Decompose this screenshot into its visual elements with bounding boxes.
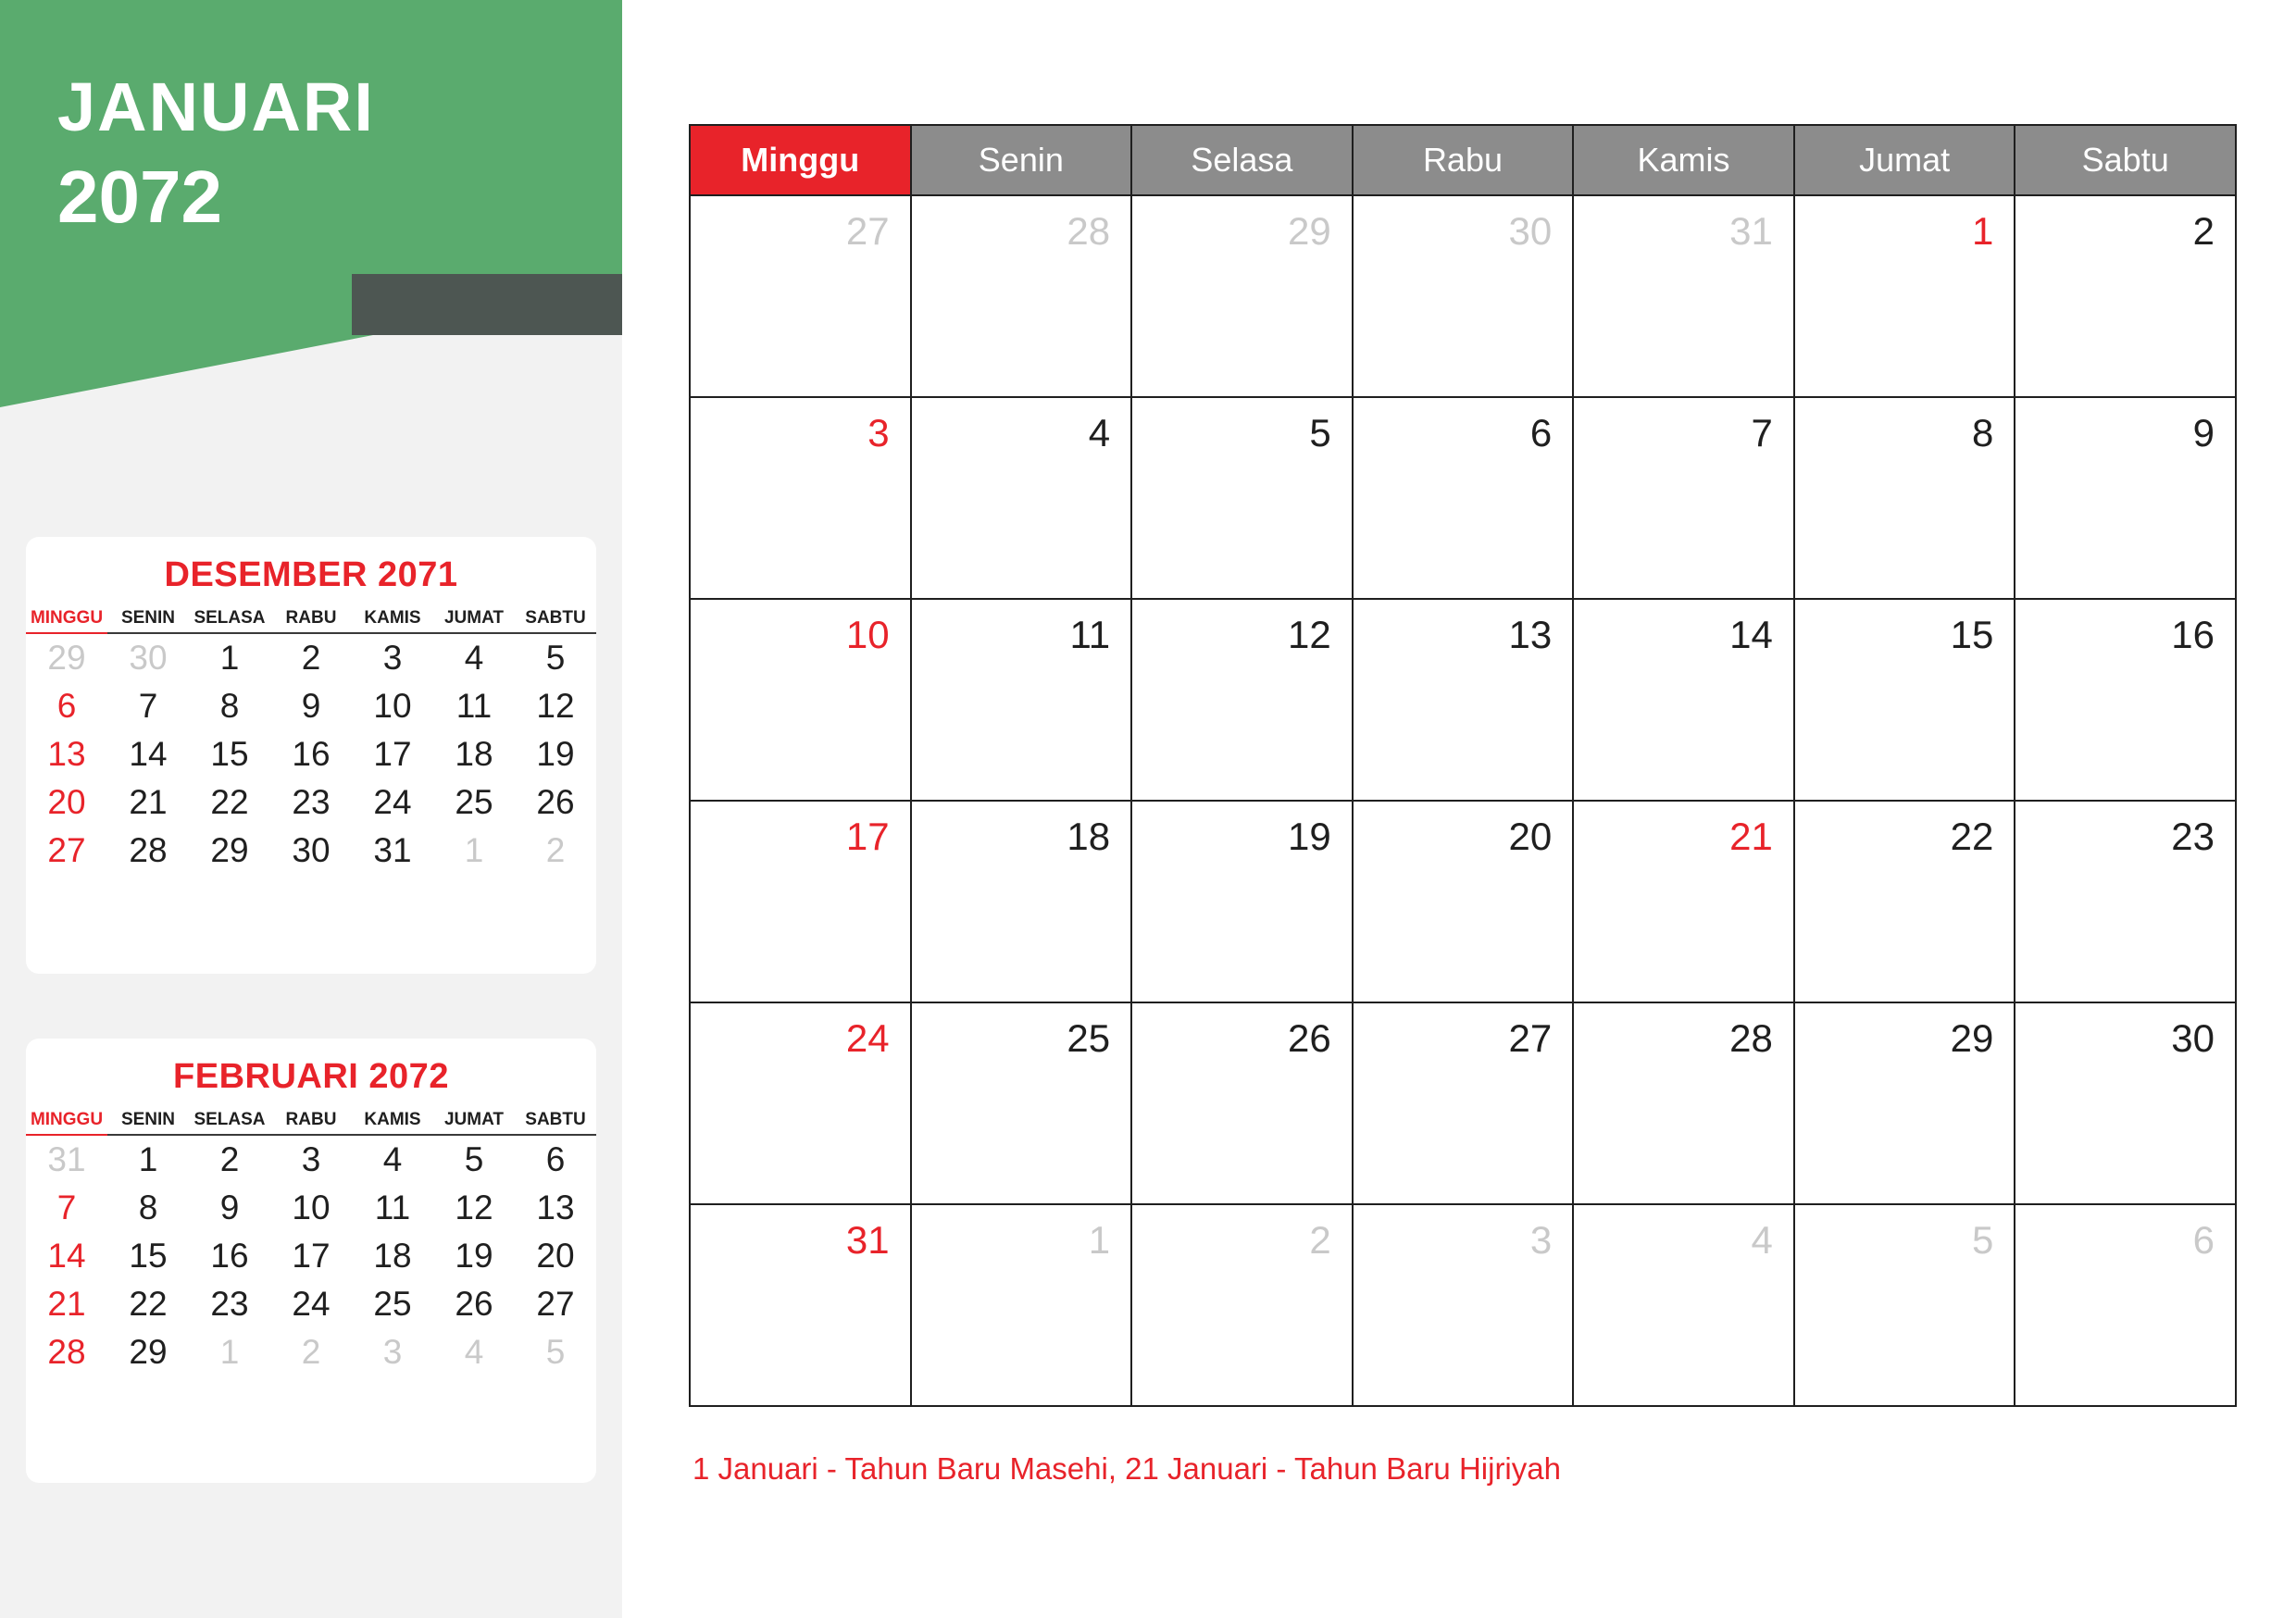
mini-day-cell[interactable]: 3	[382, 1333, 403, 1371]
main-calendar	[689, 124, 2237, 1407]
mini-day-cell[interactable]: 28	[129, 831, 168, 869]
mini-day-cell[interactable]: 31	[47, 1140, 86, 1178]
calendar-week-row	[690, 801, 2236, 1002]
mini-day-cell[interactable]: 16	[292, 735, 331, 773]
mini-day-cell[interactable]: 13	[47, 735, 86, 773]
mini-day-cell[interactable]: 3	[301, 1140, 321, 1178]
mini-day-cell[interactable]: 19	[455, 1237, 493, 1275]
calendar-day-cell[interactable]: 15	[1794, 599, 2015, 801]
weekday-header-row	[690, 125, 2236, 195]
calendar-day-cell[interactable]: 2	[1131, 1204, 1353, 1406]
calendar-day-cell[interactable]: 6	[1353, 397, 1574, 599]
mini-week-row	[26, 1135, 596, 1184]
mini-weekday-header-kamis: KAMIS	[352, 608, 433, 633]
weekday-header-rabu: Rabu	[1353, 125, 1574, 195]
calendar-day-cell[interactable]: 28	[911, 195, 1132, 397]
mini-day-cell[interactable]: 29	[47, 639, 86, 677]
mini-day-cell[interactable]: 9	[301, 687, 321, 725]
weekday-header-selasa: Selasa	[1131, 125, 1353, 195]
calendar-day-cell[interactable]: 18	[911, 801, 1132, 1002]
mini-day-cell[interactable]: 1	[138, 1140, 158, 1178]
calendar-day-cell[interactable]: 7	[1573, 397, 1794, 599]
mini-day-cell[interactable]: 23	[292, 783, 331, 821]
mini-weekday-header-jumat: JUMAT	[433, 608, 515, 633]
mini-week-row	[26, 1184, 596, 1232]
calendar-day-cell[interactable]: 1	[1794, 195, 2015, 397]
calendar-day-cell[interactable]: 22	[1794, 801, 2015, 1002]
calendar-day-cell[interactable]: 20	[1353, 801, 1574, 1002]
mini-day-cell[interactable]: 17	[292, 1237, 331, 1275]
weekday-header-sabtu: Sabtu	[2015, 125, 2236, 195]
calendar-day-cell[interactable]: 26	[1131, 1002, 1353, 1204]
mini-day-cell[interactable]: 27	[536, 1285, 575, 1323]
calendar-day-cell[interactable]: 24	[690, 1002, 911, 1204]
calendar-day-cell[interactable]: 17	[690, 801, 911, 1002]
mini-day-cell[interactable]: 20	[47, 783, 86, 821]
mini-weekday-header-senin: SENIN	[107, 608, 189, 633]
calendar-day-cell[interactable]: 5	[1794, 1204, 2015, 1406]
calendar-day-cell[interactable]: 28	[1573, 1002, 1794, 1204]
mini-body	[26, 1135, 596, 1376]
mini-day-cell[interactable]: 26	[455, 1285, 493, 1323]
mini-day-cell[interactable]: 4	[464, 1333, 484, 1371]
mini-day-cell[interactable]: 12	[536, 687, 575, 725]
mini-weekday-header-kamis: KAMIS	[352, 1110, 433, 1135]
mini-day-cell[interactable]: 2	[219, 1140, 240, 1178]
calendar-day-cell[interactable]: 5	[1131, 397, 1353, 599]
mini-day-cell[interactable]: 10	[292, 1189, 331, 1226]
mini-week-row	[26, 730, 596, 778]
calendar-day-cell[interactable]: 3	[690, 397, 911, 599]
mini-day-cell[interactable]: 26	[536, 783, 575, 821]
mini-day-cell[interactable]: 1	[219, 639, 240, 677]
mini-day-cell[interactable]: 10	[373, 687, 412, 725]
mini-calendar-previous-grid	[26, 608, 596, 875]
calendar-day-cell[interactable]: 1	[911, 1204, 1132, 1406]
mini-day-cell[interactable]: 6	[545, 1140, 566, 1178]
calendar-day-cell[interactable]: 11	[911, 599, 1132, 801]
mini-weekday-header-selasa: SELASA	[189, 1110, 270, 1135]
mini-day-cell[interactable]: 13	[536, 1189, 575, 1226]
calendar-week-row	[690, 195, 2236, 397]
calendar-day-cell[interactable]: 27	[1353, 1002, 1574, 1204]
mini-day-cell[interactable]: 22	[210, 783, 249, 821]
mini-body	[26, 633, 596, 875]
calendar-day-cell[interactable]: 12	[1131, 599, 1353, 801]
mini-day-cell[interactable]: 25	[455, 783, 493, 821]
mini-day-cell[interactable]: 31	[373, 831, 412, 869]
calendar-day-cell[interactable]: 9	[2015, 397, 2236, 599]
mini-day-cell[interactable]: 14	[129, 735, 168, 773]
mini-header-row	[26, 1110, 596, 1135]
page-title-year: 2072	[57, 156, 222, 238]
calendar-day-cell[interactable]: 30	[2015, 1002, 2236, 1204]
mini-day-cell[interactable]: 19	[536, 735, 575, 773]
calendar-day-cell[interactable]: 6	[2015, 1204, 2236, 1406]
mini-day-cell[interactable]: 18	[455, 735, 493, 773]
mini-day-cell[interactable]: 30	[129, 639, 168, 677]
mini-weekday-header-sabtu: SABTU	[515, 608, 596, 633]
mini-day-cell[interactable]: 4	[464, 639, 484, 677]
calendar-day-cell[interactable]: 14	[1573, 599, 1794, 801]
left-panel	[0, 0, 622, 1618]
mini-weekday-header-selasa: SELASA	[189, 608, 270, 633]
mini-day-cell[interactable]: 27	[47, 831, 86, 869]
calendar-day-cell[interactable]: 19	[1131, 801, 1353, 1002]
mini-day-cell[interactable]: 9	[219, 1189, 240, 1226]
weekday-header-kamis: Kamis	[1573, 125, 1794, 195]
mini-day-cell[interactable]: 2	[545, 831, 566, 869]
mini-calendar-previous-title: DESEMBER 2071	[164, 555, 458, 594]
mini-day-cell[interactable]: 2	[301, 639, 321, 677]
mini-day-cell[interactable]: 5	[545, 639, 566, 677]
mini-day-cell[interactable]: 7	[138, 687, 158, 725]
mini-week-row	[26, 827, 596, 875]
mini-day-cell[interactable]: 23	[210, 1285, 249, 1323]
mini-day-cell[interactable]: 5	[545, 1333, 566, 1371]
mini-day-cell[interactable]: 21	[47, 1285, 86, 1323]
mini-calendar-next	[26, 1039, 596, 1483]
main-calendar-grid	[689, 124, 2237, 1407]
mini-weekday-header-rabu: RABU	[270, 608, 352, 633]
calendar-week-row	[690, 599, 2236, 801]
dark-wedge-shape	[352, 274, 622, 335]
calendar-day-cell[interactable]: 23	[2015, 801, 2236, 1002]
mini-day-cell[interactable]: 5	[464, 1140, 484, 1178]
calendar-day-cell[interactable]: 29	[1794, 1002, 2015, 1204]
mini-weekday-header-senin: SENIN	[107, 1110, 189, 1135]
mini-day-cell[interactable]: 17	[373, 735, 412, 773]
calendar-day-cell[interactable]: 10	[690, 599, 911, 801]
mini-day-cell[interactable]: 11	[455, 687, 493, 725]
calendar-day-cell[interactable]: 13	[1353, 599, 1574, 801]
mini-day-cell[interactable]: 28	[47, 1333, 86, 1371]
calendar-day-cell[interactable]: 3	[1353, 1204, 1574, 1406]
calendar-day-cell[interactable]: 29	[1131, 195, 1353, 397]
mini-weekday-header-jumat: JUMAT	[433, 1110, 515, 1135]
weekday-header-senin: Senin	[911, 125, 1132, 195]
mini-day-cell[interactable]: 21	[129, 783, 168, 821]
mini-header-row	[26, 608, 596, 633]
mini-day-cell[interactable]: 4	[382, 1140, 403, 1178]
mini-day-cell[interactable]: 22	[129, 1285, 168, 1323]
calendar-day-cell[interactable]: 4	[1573, 1204, 1794, 1406]
mini-day-cell[interactable]: 15	[129, 1237, 168, 1275]
calendar-day-cell[interactable]: 21	[1573, 801, 1794, 1002]
page-title-month: JANUARI	[57, 68, 375, 145]
calendar-week-row	[690, 1204, 2236, 1406]
mini-weekday-header-minggu: MINGGU	[26, 608, 107, 633]
mini-day-cell[interactable]: 30	[292, 831, 331, 869]
mini-day-cell[interactable]: 16	[210, 1237, 249, 1275]
calendar-day-cell[interactable]: 27	[690, 195, 911, 397]
calendar-day-cell[interactable]: 31	[1573, 195, 1794, 397]
calendar-day-cell[interactable]: 2	[2015, 195, 2236, 397]
calendar-day-cell[interactable]: 16	[2015, 599, 2236, 801]
mini-weekday-header-sabtu: SABTU	[515, 1110, 596, 1135]
mini-day-cell[interactable]: 6	[56, 687, 77, 725]
mini-day-cell[interactable]: 29	[210, 831, 249, 869]
mini-day-cell[interactable]: 8	[138, 1189, 158, 1226]
mini-day-cell[interactable]: 1	[219, 1333, 240, 1371]
weekday-header-jumat: Jumat	[1794, 125, 2015, 195]
mini-calendar-next-grid	[26, 1110, 596, 1376]
mini-day-cell[interactable]: 18	[373, 1237, 412, 1275]
calendar-day-cell[interactable]: 8	[1794, 397, 2015, 599]
mini-day-cell[interactable]: 12	[455, 1189, 493, 1226]
mini-calendar-previous	[26, 537, 596, 974]
mini-week-row	[26, 1232, 596, 1280]
mini-day-cell[interactable]: 24	[373, 783, 412, 821]
mini-day-cell[interactable]: 24	[292, 1285, 331, 1323]
mini-week-row	[26, 682, 596, 730]
mini-day-cell[interactable]: 20	[536, 1237, 575, 1275]
mini-day-cell[interactable]: 29	[129, 1333, 168, 1371]
holiday-note: 1 Januari - Tahun Baru Masehi, 21 Januari - Tahun Baru Hijriyah	[693, 1451, 1561, 1486]
mini-day-cell[interactable]: 1	[464, 831, 484, 869]
mini-day-cell[interactable]: 2	[301, 1333, 321, 1371]
mini-week-row	[26, 778, 596, 827]
mini-day-cell[interactable]: 11	[374, 1189, 411, 1226]
weekday-header-minggu: Minggu	[690, 125, 911, 195]
mini-week-row	[26, 1328, 596, 1376]
mini-day-cell[interactable]: 15	[210, 735, 249, 773]
mini-day-cell[interactable]: 7	[56, 1189, 77, 1226]
calendar-day-cell[interactable]: 30	[1353, 195, 1574, 397]
mini-weekday-header-rabu: RABU	[270, 1110, 352, 1135]
calendar-day-cell[interactable]: 4	[911, 397, 1132, 599]
calendar-day-cell[interactable]: 25	[911, 1002, 1132, 1204]
mini-weekday-header-minggu: MINGGU	[26, 1110, 107, 1135]
calendar-week-row	[690, 1002, 2236, 1204]
mini-calendar-next-title: FEBRUARI 2072	[173, 1057, 449, 1096]
mini-day-cell[interactable]: 8	[219, 687, 240, 725]
mini-week-row	[26, 633, 596, 682]
mini-day-cell[interactable]: 3	[382, 639, 403, 677]
mini-day-cell[interactable]: 14	[47, 1237, 86, 1275]
calendar-week-row	[690, 397, 2236, 599]
main-calendar-body	[690, 195, 2236, 1406]
calendar-day-cell[interactable]: 31	[690, 1204, 911, 1406]
mini-week-row	[26, 1280, 596, 1328]
mini-day-cell[interactable]: 25	[373, 1285, 412, 1323]
